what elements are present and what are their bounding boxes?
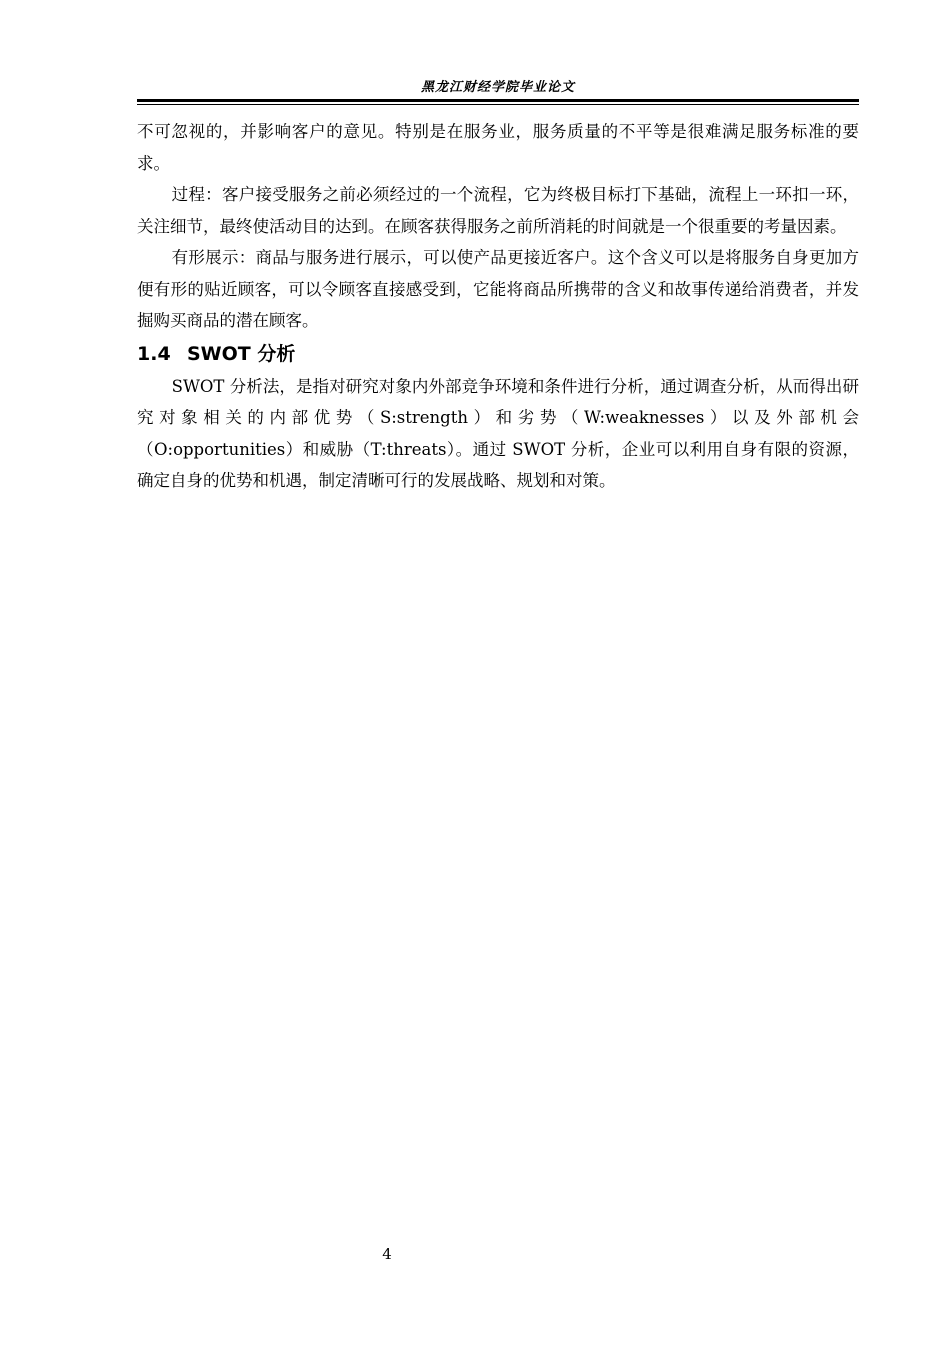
paragraph-swot: SWOT 分析法，是指对研究对象内外部竞争环境和条件进行分析，通过调查分析，从而得出研究对象相关的内部优势（S:strength）和劣势（W:weaknesses）以及外部机会（O:opportunities）和威胁（T:threats）。通过 SWOT 分析，企业可以利用自身有限的资源，确定自身的优势和机遇，制定清晰可行的发展战略、规划和对策。 bbox=[137, 376, 859, 490]
paragraph-physical-evidence: 有形展示：商品与服务进行展示，可以使产品更接近客户。这个含义可以是将服务自身更加方便有形的贴近顾客，可以令顾客直接感受到，它能将商品所携带的含义和故事传递给消费者，并发掘购买商品的潜在顾客。 bbox=[137, 248, 859, 330]
paragraph-process: 过程：客户接受服务之前必须经过的一个流程，它为终极目标打下基础，流程上一环扣一环，关注细节，最终使活动目的达到。在顾客获得服务之前所消耗的时间就是一个很重要的考量因素。 bbox=[137, 185, 859, 236]
section-number: 1.4 bbox=[137, 342, 171, 365]
page-number: 4 bbox=[382, 1245, 392, 1263]
running-header: 黑龙江财经学院毕业论文 bbox=[420, 80, 575, 95]
paragraph-continued: 不可忽视的，并影响客户的意见。特别是在服务业，服务质量的不平等是很难满足服务标准的要求。 bbox=[137, 122, 859, 173]
header-rule-thick bbox=[137, 99, 859, 102]
header-rule-thin bbox=[137, 104, 859, 105]
body-text bbox=[137, 116, 859, 497]
section-heading bbox=[137, 337, 859, 371]
section-title: SWOT 分析 bbox=[187, 342, 296, 365]
